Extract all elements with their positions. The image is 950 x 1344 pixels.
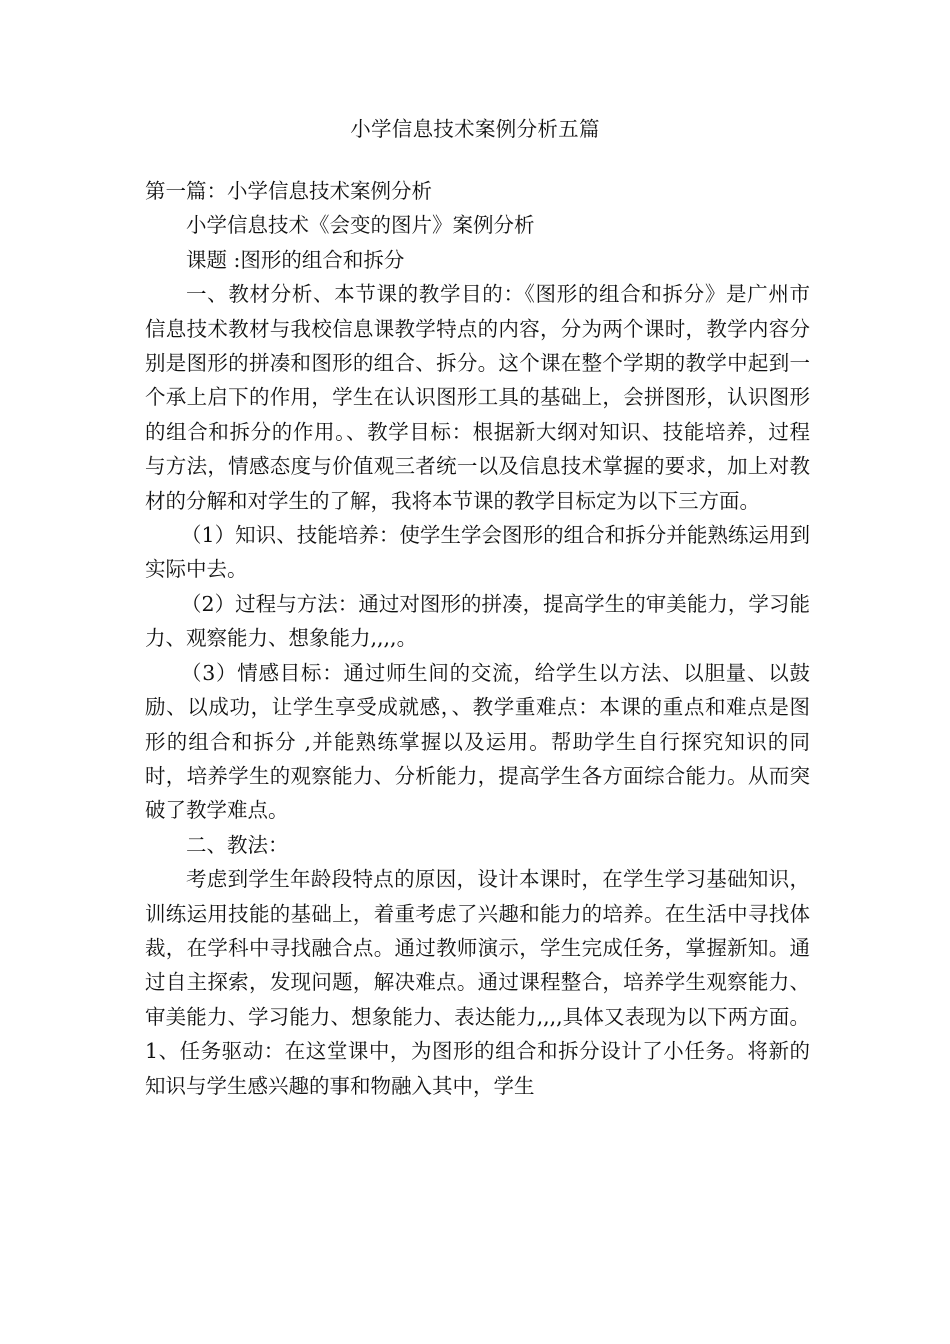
document-body: [145, 174, 810, 1103]
document-title: 小学信息技术案例分析五篇: [350, 117, 600, 141]
section-heading-teaching-method: 二、教法：: [186, 832, 289, 857]
lesson-topic: 课题 :图形的组合和拆分: [186, 247, 405, 272]
case-title: 小学信息技术《会变的图片》案例分析: [186, 213, 535, 238]
paragraph-objective-knowledge: （1）知识、技能培养：使学生学会图形的组合和拆分并能熟练运用到实际中去。: [145, 523, 810, 582]
section-heading-first: 第一篇：小学信息技术案例分析: [145, 179, 432, 203]
paragraph-teaching-method: 考虑到学生年龄段特点的原因，设计本课时，在学生学习基础知识，训练运用技能的基础上，着重考虑了兴趣和能力的培养。在生活中寻找体裁，在学科中寻找融合点。通过教师演示，学生完成任务，掌握新知。通过自主探索，发现问题，解决难点。通过课程整合，培养学生观察能力、审美能力、学习能力、想象能力、表达能力,,,,具体又表现为以下两方面。1、任务驱动：在这堂课中，为图形的组合和拆分设计了小任务。将新的知识与学生感兴趣的事和物融入其中，学生: [145, 867, 810, 1098]
paragraph-objective-emotion: （3）情感目标：通过师生间的交流，给学生以方法、以胆量、以鼓励、以成功，让学生享受成就感，、教学重难点：本课的重点和难点是图形的组合和拆分 ,并能熟练掌握以及运用。帮助学生自行探究知识的同时，培养学生的观察能力、分析能力，提高学生各方面综合能力。从而突破了教学难点。: [145, 660, 810, 823]
paragraph-material-analysis: 一、教材分析、本节课的教学目的：《图形的组合和拆分》是广州市信息技术教材与我校信息课教学特点的内容，分为两个课时，教学内容分别是图形的拼凑和图形的组合、拆分。这个课在整个学期的教学中起到一个承上启下的作用，学生在认识图形工具的基础上，会拼图形，认识图形的组合和拆分的作用。、教学目标：根据新大纲对知识、技能培养，过程与方法，情感态度与价值观三者统一以及信息技术掌握的要求，加上对教材的分解和对学生的了解，我将本节课的教学目标定为以下三方面。: [145, 282, 810, 513]
paragraph-objective-process: （2）过程与方法：通过对图形的拼凑，提高学生的审美能力，学习能力、观察能力、想象能力,,,,。: [145, 591, 810, 651]
